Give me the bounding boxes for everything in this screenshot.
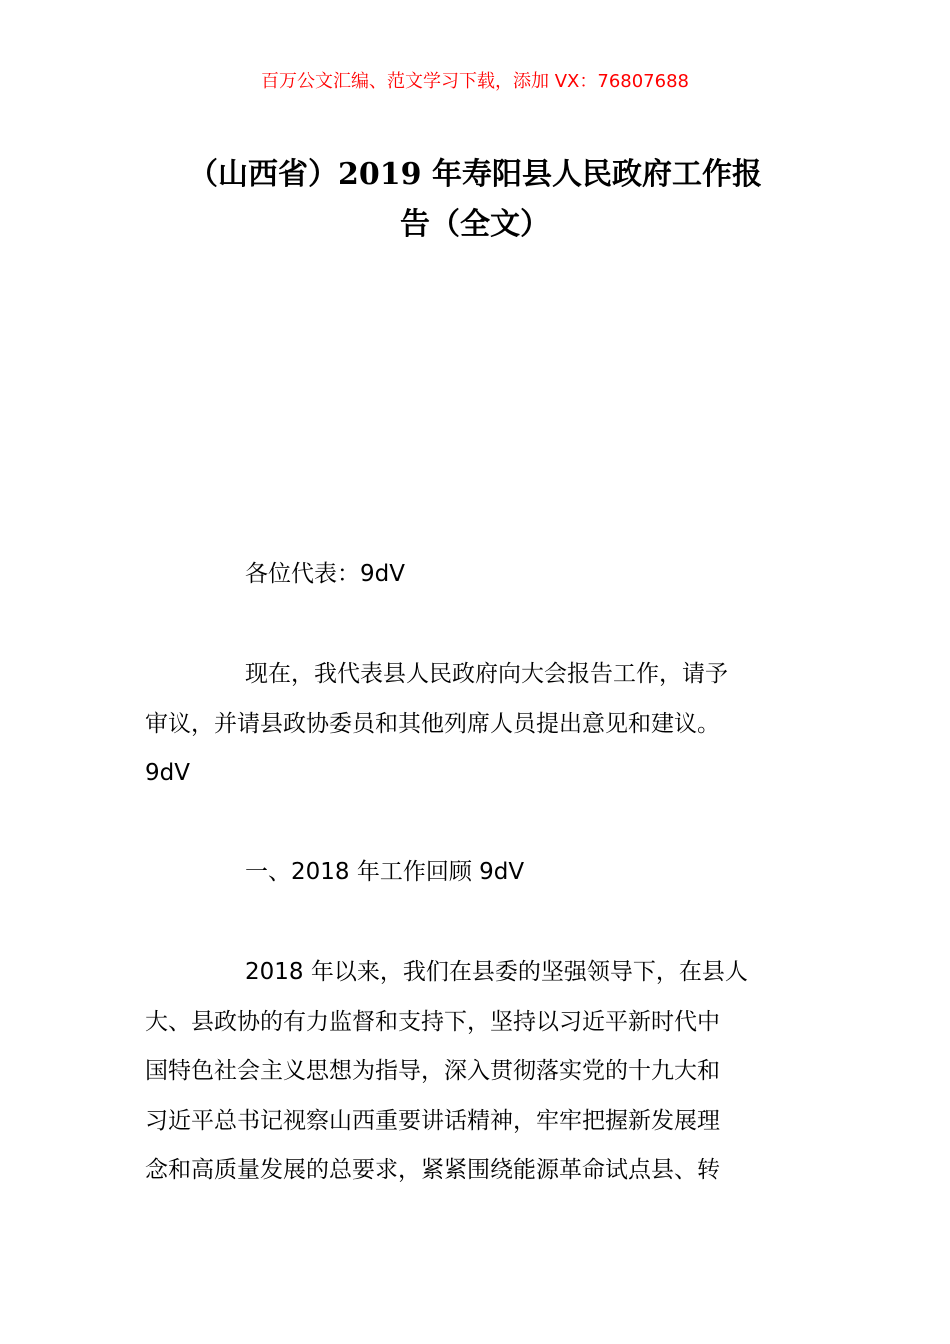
paragraph-line: 大、县政协的有力监督和支持下，坚持以习近平新时代中 [145,1008,720,1035]
paragraph-line: 2018 年以来，我们在县委的坚强领导下，在县人 [245,959,748,985]
salutation-text: 各位代表：9dV [245,561,405,587]
salutation [145,550,815,600]
paragraph-line: 国特色社会主义思想为指导，深入贯彻落实党的十九大和 [145,1058,720,1084]
paragraph-line: 习近平总书记视察山西重要讲话精神，牢牢把握新发展理 [145,1107,720,1134]
paragraph-line: 现在，我代表县人民政府向大会报告工作，请予 [245,661,728,687]
document-title [140,150,810,250]
title-line-1: （山西省）2019 年寿阳县人民政府工作报 [188,157,762,192]
paragraph-review [145,948,815,1196]
title-line-2: 告（全文） [400,207,550,242]
section-heading [145,848,815,898]
header-watermark-note: 百万公文汇编、范文学习下载，添加 VX：76807688 [261,71,689,92]
paragraph-line: 念和高质量发展的总要求，紧紧围绕能源革命试点县、转 [145,1157,720,1183]
paragraph-line: 9dV [145,760,190,786]
section-heading-text: 一、2018 年工作回顾 9dV [245,859,525,885]
paragraph-line: 审议，并请县政协委员和其他列席人员提出意见和建议。 [145,710,720,737]
paragraph-intro [145,650,815,799]
